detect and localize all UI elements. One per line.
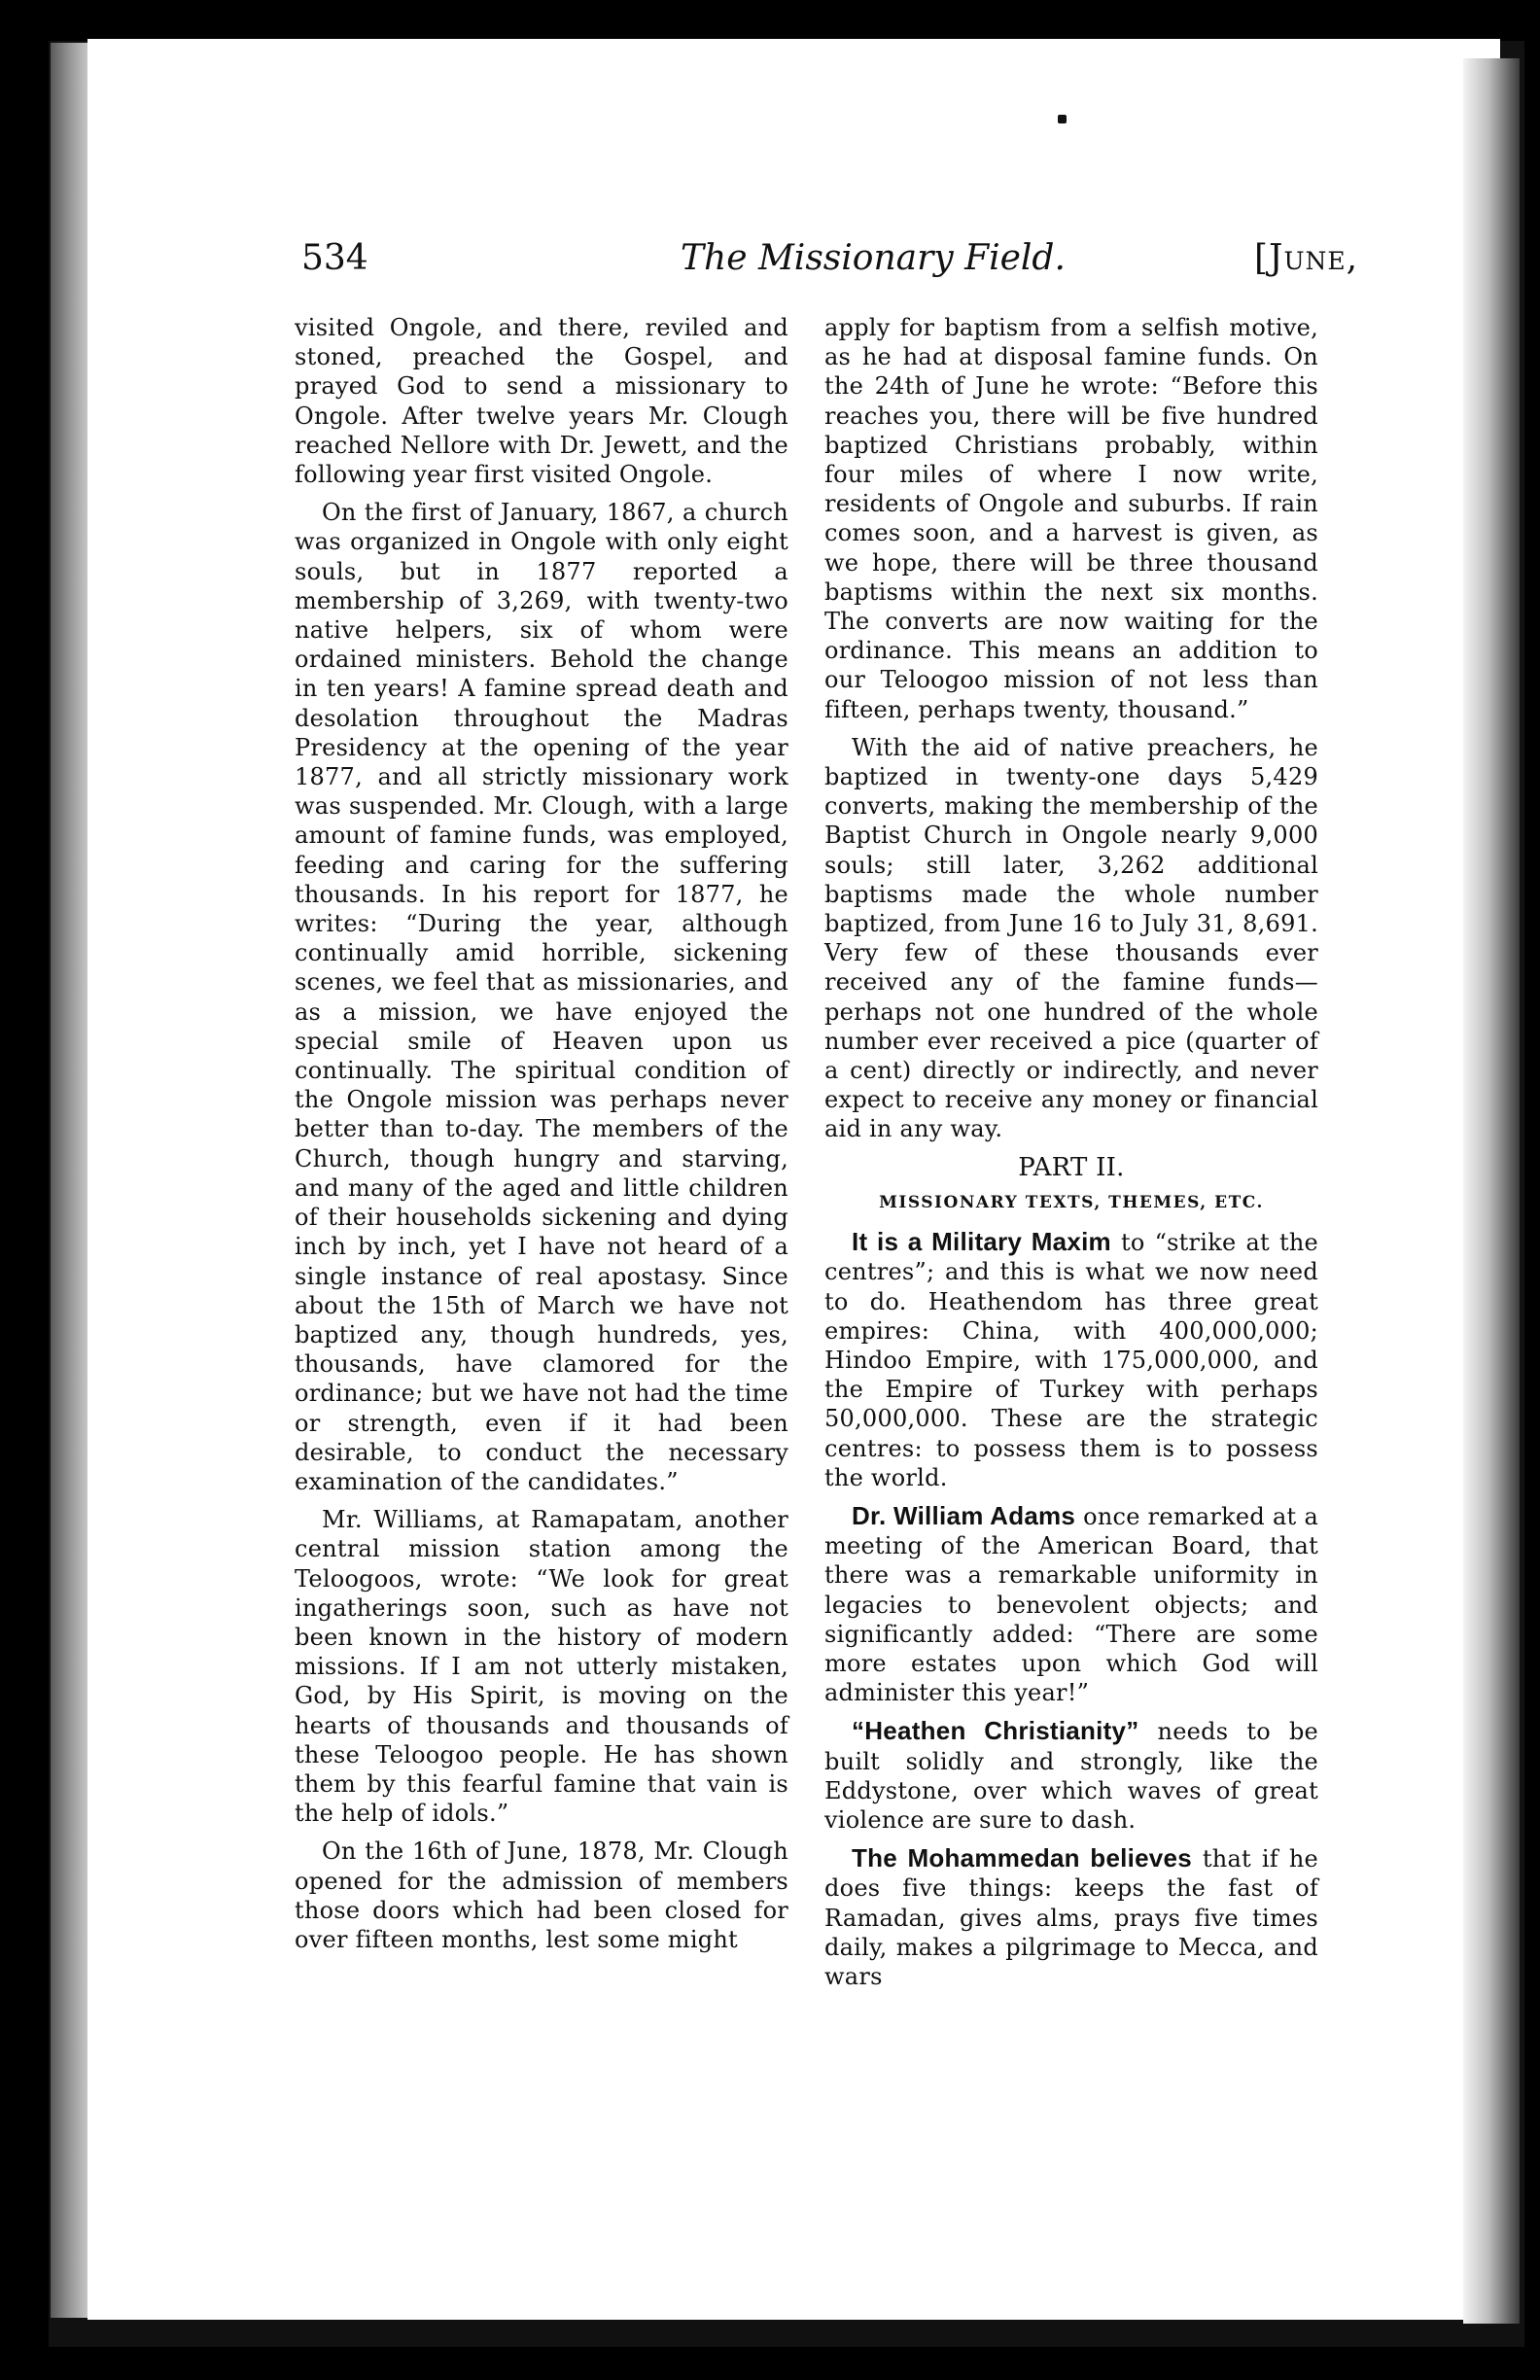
part-subheading: MISSIONARY TEXTS, THEMES, ETC. — [879, 1192, 1264, 1212]
left-column — [295, 313, 788, 1963]
paragraph-text: to “strike at the centres”; and this is what we now need to do. Heathendom has three great empires: China, with 400,000,000; Hindoo Empire, with 175,000,000, and the Empire of Turkey with perhaps 50,000,000. These are the strategic centres: to possess them is to possess the world. — [824, 1229, 1318, 1491]
paragraph: On the first of January, 1867, a church was organized in Ongole with only eight souls, but in 1877 reported a membership of 3,269, with twenty-two native helpers, six of whom were ordained ministers. Behold the change in ten years! A famine spread death and desolation throughout the Madras Presidency at the opening of the year 1877, and all strictly missionary work was suspended. Mr. Clough, with a large amount of famine funds, was employed, feeding and caring for the suffering thousands. In his report for 1877, he writes: “During the year, although continually amid horrible, sickening scenes, we feel that as missionaries, and as a mission, we have enjoyed the special smile of Heaven upon us continually. The spiritual condition of the Ongole mission was perhaps never better than to-day. The members of the Church, though hungry and starving, and many of the aged and little children of their households sickening and dying inch by inch, yet I have not heard of a single instance of real apostasy. Since about the 15th of March we have not baptized any, though hundreds, yes, thousands, have clamored for the ordinance; but we have not had the time or strength, even if it had been desirable, to conduct the necessary examination of the candidates.” — [295, 499, 788, 1495]
page-number: 534 — [301, 238, 368, 278]
ink-speck — [1058, 115, 1067, 123]
part-heading: PART II. — [1018, 1152, 1125, 1182]
running-date: [June, — [1254, 238, 1359, 278]
paragraph: visited Ongole, and there, reviled and stoned, preached the Gospel, and prayed God to send a missionary to Ongole. After twelve years Mr. Clough reached Nellore with Dr. Jewett, and the following year first visited Ongole. — [295, 314, 788, 489]
page-edge-right — [1463, 58, 1520, 2324]
lead-in: “Heathen Christianity” — [852, 1716, 1139, 1746]
paragraph-text: once remarked at a meeting of the American Board, that there was a remarkable uniformity in legacies to benevolent objects; and significantly added: “There are some more estates upon which God will administer this year!” — [824, 1502, 1319, 1707]
running-title: The Missionary Field. — [681, 238, 1066, 278]
lead-in: The Mohammedan believes — [852, 1843, 1192, 1873]
paragraph: With the aid of native preachers, he baptized in twenty-one days 5,429 converts, making the membership of the Baptist Church in Ongole nearly 9,000 souls; still later, 3,262 additional baptisms made the whole number baptized, from June 16 to July 31, 8,691. Very few of these thousands ever received any of the famine funds—perhaps not one hundred of the whole number ever received a pice (quarter of a cent) directly or indirectly, and never expect to receive any money or financial aid in any way. — [824, 733, 1318, 1143]
paragraph: Mr. Williams, at Ramapatam, another central mission station among the Teloogoos, wrote: “We look for great ingatherings soon, such as have not been known in the history of modern missions. If I am not utterly mistaken, God, by His Spirit, is moving on the hearts of thousands and thousands of these Teloogoo people. He has shown them by this fearful famine that vain is the help of idols.” — [295, 1506, 788, 1828]
paragraph-text: that if he does five things: keeps the fast of Ramadan, gives alms, prays five times daily, makes a pilgrimage to Mecca, and wars — [824, 1845, 1318, 1990]
paragraph — [824, 1716, 1318, 1835]
lead-in: It is a Military Maxim — [852, 1227, 1111, 1257]
paragraph: apply for baptism from a selfish motive, as he had at disposal famine funds. On the 24th of June he wrote: “Before this reaches you, there will be five hundred baptized Christians probably, within four miles of where I now write, residents of Ongole and suburbs. If rain comes soon, and a harvest is given, as we hope, there will be three thousand baptisms within the next six months. The converts are now waiting for the ordinance. This means an addition to our Teloogoo mission of not less than fifteen, perhaps twenty, thousand.” — [824, 314, 1318, 723]
paragraph — [824, 1501, 1318, 1707]
right-column — [824, 313, 1318, 2000]
paragraph-text: needs to be built solidly and strongly, like the Eddystone, over which waves of great violence are sure to dash. — [824, 1718, 1319, 1834]
paragraph — [824, 1843, 1318, 1991]
paragraph — [824, 1227, 1318, 1492]
lead-in: Dr. William Adams — [852, 1500, 1076, 1530]
paragraph: On the 16th of June, 1878, Mr. Clough opened for the admission of members those doors which had been closed for over fifteen months, lest some might — [295, 1838, 788, 1953]
